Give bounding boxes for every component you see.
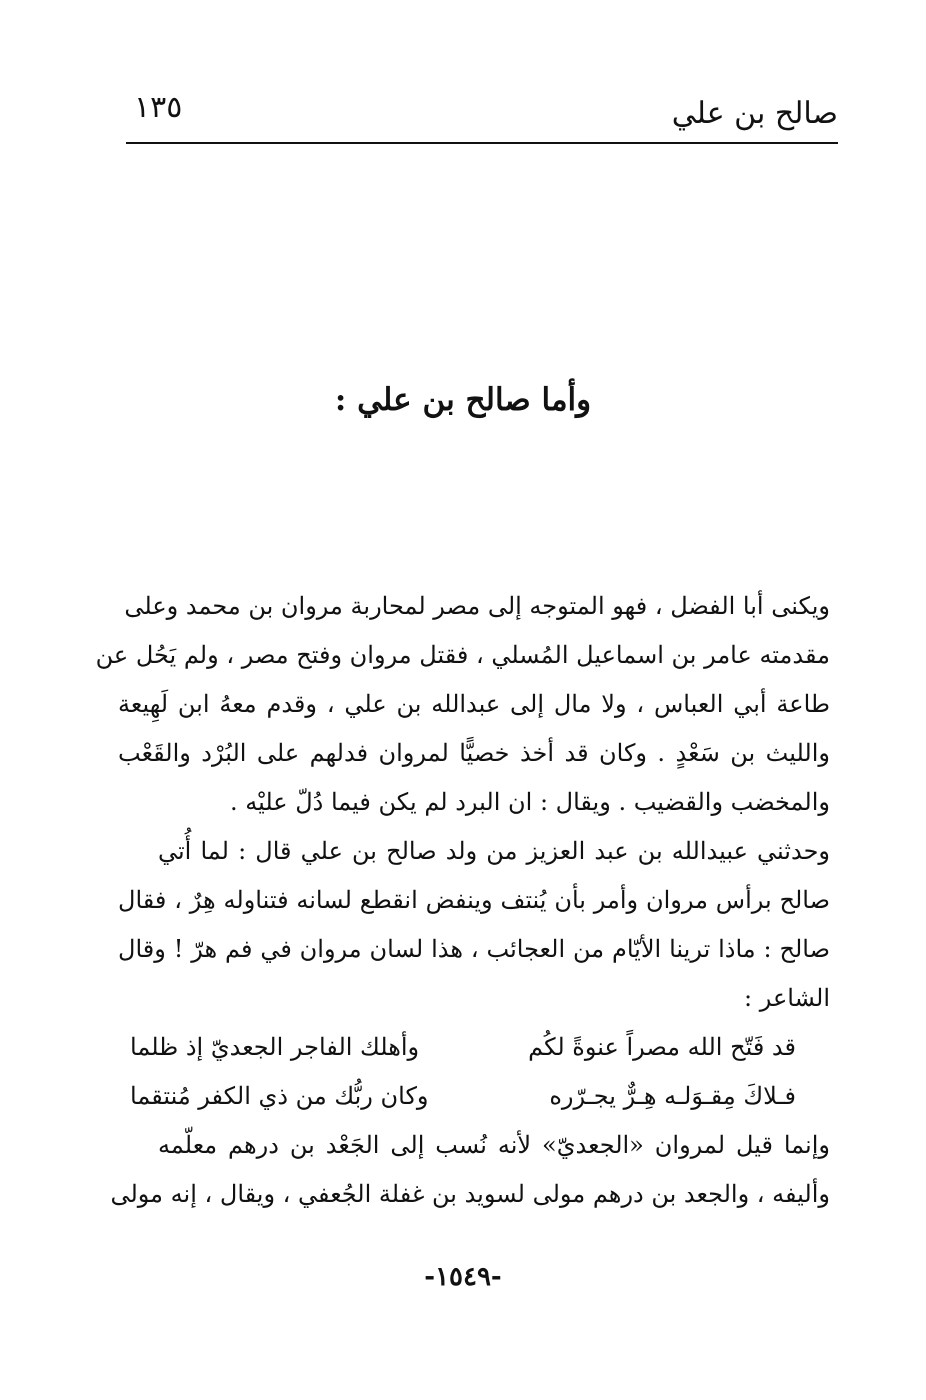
page-number: ١٣٥ [134,90,183,125]
text-line: والليث بن سَعْدٍ . وكان قد أخذ خصيًّا لمروان فدلهم على البُرْد والقَعْب [118,739,830,767]
text-line: وحدثني عبيدالله بن عبد العزيز من ولد صالح بن علي قال : لما أُتي [158,837,830,865]
footer-page-number: -١٥٤٩- [424,1262,502,1292]
text-line: والمخضب والقضيب . ويقال : ان البرد لم يكن فيما دُلّ عليْه . [229,788,830,816]
text-line: الشاعر : [744,984,830,1012]
text-line: مقدمته عامر بن اسماعيل المُسلي ، فقتل مروان وفتح مصر ، ولم يَحُل عن [95,641,830,669]
text-line: وأليفه ، والجعد بن درهم مولى لسويد بن غفلة الجُعفي ، ويقال ، إنه مولى [110,1180,830,1208]
section-heading: وأما صالح بن علي : [334,382,592,418]
verse-1-second-hemistich: وأهلك الفاجر الجعديّ إذ ظلما [130,1033,420,1061]
text-line: طاعة أبي العباس ، ولا مال إلى عبدالله بن علي ، وقدم معهُ ابن لَهِيعة [118,690,830,718]
text-line: صالح برأس مروان وأمر بأن يُنتف وينفض انقطع لسانه فتناوله هِرٌ ، فقال [118,886,830,914]
verse-2-first-hemistich: فـلاكَ مِقـوَلـه هِـرٌّ يجـرّره [549,1082,796,1110]
page-header [126,92,838,144]
text-line: وإنما قيل لمروان «الجعديّ» لأنه نُسب إلى الجَعْد بن درهم معلّمه [158,1131,830,1159]
running-title: صالح بن علي [671,96,838,131]
text-line: صالح : ماذا ترينا الأيّام من العجائب ، هذا لسان مروان في فم هرّ ! وقال [118,935,830,963]
text-line: ويكنى أبا الفضل ، فهو المتوجه إلى مصر لمحاربة مروان بن محمد وعلى [124,592,830,620]
verse-1-first-hemistich: قد فَتّح الله مصراً عنوةً لكُم [528,1033,796,1061]
verse-2-second-hemistich: وكان ربُّك من ذي الكفر مُنتقما [130,1082,429,1110]
